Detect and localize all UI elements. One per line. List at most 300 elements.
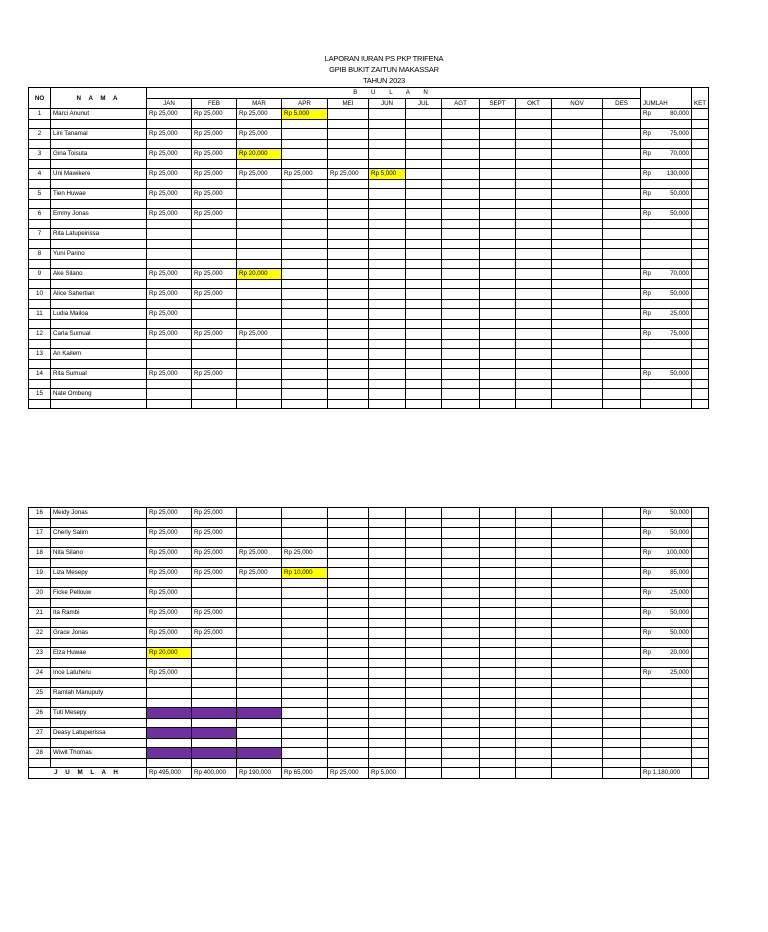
- spacer-cell: [552, 339, 603, 349]
- spacer-row: [29, 399, 709, 409]
- spacer-cell: [282, 678, 328, 688]
- month-payment-cell: [192, 169, 237, 180]
- payment-amount: Rp 25,000: [149, 270, 178, 278]
- spacer-cell: [369, 578, 406, 588]
- spacer-cell: [516, 299, 552, 309]
- spacer-cell: [442, 159, 480, 169]
- spacer-cell: [442, 339, 480, 349]
- month-payment-cell: [369, 668, 406, 679]
- spacer-cell: [147, 658, 192, 668]
- spacer-cell: [480, 119, 516, 129]
- month-payment-cell: [480, 588, 516, 599]
- spacer-cell: [552, 518, 603, 528]
- spacer-cell: [442, 199, 480, 209]
- month-payment-cell: [480, 508, 516, 519]
- month-payment-cell: [237, 528, 282, 539]
- spacer-cell: [516, 119, 552, 129]
- month-payment-cell: [328, 129, 369, 140]
- month-payment-cell: [442, 688, 480, 699]
- spacer-cell: [603, 678, 641, 688]
- spacer-cell: [516, 518, 552, 528]
- spacer-cell: [237, 399, 282, 409]
- month-payment-cell: [552, 548, 603, 559]
- month-payment-cell: [406, 269, 442, 280]
- row-total: [641, 289, 692, 300]
- member-name: Nita Silano: [51, 548, 147, 559]
- month-payment-cell: [237, 548, 282, 559]
- spacer-row: [29, 758, 709, 768]
- ket-cell: [692, 588, 709, 599]
- month-payment-cell: [192, 109, 237, 120]
- month-payment-cell: [328, 608, 369, 619]
- total-amount: 50,000: [670, 210, 689, 218]
- total-amount: 50,000: [670, 370, 689, 378]
- spacer-cell: [237, 219, 282, 229]
- total-amount: 70,000: [670, 150, 689, 158]
- totals-label: J U M L A H: [29, 768, 147, 779]
- month-payment-cell: [328, 249, 369, 260]
- month-payment-cell: [369, 309, 406, 320]
- spacer-cell: [406, 698, 442, 708]
- month-payment-cell: [442, 269, 480, 280]
- month-payment-cell: [147, 189, 192, 200]
- spacer-cell: [480, 359, 516, 369]
- spacer-cell: [692, 399, 709, 409]
- spacer-cell: [406, 239, 442, 249]
- ket-cell: [692, 249, 709, 260]
- month-payment-cell: [237, 169, 282, 180]
- spacer-cell: [147, 179, 192, 189]
- month-payment-cell: [516, 329, 552, 340]
- month-payment-cell: [603, 588, 641, 599]
- spacer-cell: [192, 199, 237, 209]
- ket-cell: [692, 169, 709, 180]
- spacer-cell: [406, 199, 442, 209]
- spacer-cell: [147, 618, 192, 628]
- payment-amount: Rp 25,000: [194, 529, 223, 537]
- row-total: [641, 568, 692, 579]
- spacer-cell: [641, 618, 692, 628]
- spacer-cell: [406, 379, 442, 389]
- spacer-cell: [147, 758, 192, 768]
- spacer-cell: [552, 139, 603, 149]
- spacer-cell: [147, 678, 192, 688]
- member-name: An Kailem: [51, 349, 147, 360]
- spacer-cell: [282, 299, 328, 309]
- payment-amount: Rp 25,000: [194, 130, 223, 138]
- month-payment-cell: [516, 588, 552, 599]
- member-name: Elza Huwae: [51, 648, 147, 659]
- member-name: Tuti Mesepy: [51, 708, 147, 719]
- total-amount: 70,000: [670, 270, 689, 278]
- month-payment-cell: [516, 349, 552, 360]
- spacer-cell: [603, 718, 641, 728]
- spacer-cell: [552, 718, 603, 728]
- spacer-cell: [641, 738, 692, 748]
- table-row: [29, 189, 709, 200]
- month-payment-cell: [147, 748, 192, 759]
- month-payment-cell: [406, 369, 442, 380]
- month-payment-cell: [282, 648, 328, 659]
- table-row: [29, 528, 709, 539]
- spacer-row: [29, 538, 709, 548]
- month-payment-cell: [552, 269, 603, 280]
- month-payment-cell: [282, 349, 328, 360]
- month-payment-cell: [603, 149, 641, 160]
- payment-amount: Rp 25,000: [149, 110, 178, 118]
- row-number: 27: [29, 728, 51, 739]
- spacer-cell: [282, 199, 328, 209]
- month-payment-cell: [147, 708, 192, 719]
- month-payment-cell: [237, 149, 282, 160]
- row-number: 21: [29, 608, 51, 619]
- spacer-cell: [692, 758, 709, 768]
- spacer-cell: [51, 299, 147, 309]
- month-payment-cell: [603, 688, 641, 699]
- ket-cell: [692, 109, 709, 120]
- spacer-cell: [369, 139, 406, 149]
- spacer-cell: [192, 219, 237, 229]
- row-number: 12: [29, 329, 51, 340]
- spacer-row: [29, 598, 709, 608]
- month-payment-cell: [603, 229, 641, 240]
- month-payment-cell: [552, 748, 603, 759]
- spacer-cell: [641, 299, 692, 309]
- payment-amount: Rp 25,000: [149, 210, 178, 218]
- spacer-cell: [369, 658, 406, 668]
- spacer-cell: [51, 718, 147, 728]
- spacer-cell: [641, 159, 692, 169]
- month-payment-cell: [192, 548, 237, 559]
- spacer-cell: [442, 299, 480, 309]
- month-payment-cell: [603, 329, 641, 340]
- ket-cell: [692, 648, 709, 659]
- spacer-cell: [29, 239, 51, 249]
- month-payment-cell: [237, 648, 282, 659]
- header-ket: KET: [692, 98, 709, 109]
- month-payment-cell: [516, 289, 552, 300]
- spacer-cell: [641, 399, 692, 409]
- spacer-cell: [516, 758, 552, 768]
- month-payment-cell: [603, 508, 641, 519]
- table-row: [29, 708, 709, 719]
- month-payment-cell: [406, 748, 442, 759]
- spacer-cell: [237, 598, 282, 608]
- payment-amount: Rp 25,000: [149, 330, 178, 338]
- spacer-cell: [603, 578, 641, 588]
- month-payment-cell: [192, 508, 237, 519]
- spacer-cell: [328, 758, 369, 768]
- month-payment-cell: [328, 389, 369, 400]
- spacer-cell: [692, 518, 709, 528]
- spacer-cell: [192, 359, 237, 369]
- header-month: JUN: [369, 98, 406, 109]
- month-payment-cell: [369, 508, 406, 519]
- spacer-cell: [516, 538, 552, 548]
- month-payment-cell: [282, 688, 328, 699]
- spacer-cell: [406, 758, 442, 768]
- month-payment-cell: [552, 229, 603, 240]
- spacer-cell: [692, 738, 709, 748]
- month-total-cell: Rp 495,000: [147, 768, 192, 779]
- payment-amount: Rp 25,000: [194, 210, 223, 218]
- month-payment-cell: [328, 748, 369, 759]
- payment-amount: Rp 25,000: [194, 629, 223, 637]
- row-total: [641, 229, 692, 240]
- month-payment-cell: [369, 329, 406, 340]
- spacer-cell: [192, 738, 237, 748]
- header-no: NO: [29, 88, 51, 109]
- month-payment-cell: [369, 109, 406, 120]
- payment-amount: Rp 25,000: [194, 290, 223, 298]
- month-payment-cell: [480, 748, 516, 759]
- spacer-cell: [51, 618, 147, 628]
- month-payment-cell: [369, 648, 406, 659]
- month-payment-cell: [237, 129, 282, 140]
- month-payment-cell: [282, 588, 328, 599]
- month-payment-cell: [480, 708, 516, 719]
- spacer-cell: [328, 638, 369, 648]
- payment-amount: Rp 25,000: [194, 569, 223, 577]
- header-month: JUL: [406, 98, 442, 109]
- month-payment-cell: [406, 688, 442, 699]
- row-number: 16: [29, 508, 51, 519]
- month-payment-cell: [516, 668, 552, 679]
- spacer-cell: [516, 738, 552, 748]
- payment-amount: Rp 25,000: [194, 370, 223, 378]
- spacer-cell: [237, 199, 282, 209]
- spacer-cell: [147, 538, 192, 548]
- month-payment-cell: [237, 508, 282, 519]
- month-payment-cell: [328, 708, 369, 719]
- month-payment-cell: [282, 109, 328, 120]
- spacer-cell: [282, 758, 328, 768]
- spacer-cell: [406, 299, 442, 309]
- table-row: [29, 149, 709, 160]
- spacer-cell: [406, 738, 442, 748]
- currency-label: Rp: [643, 529, 651, 537]
- ket-cell: [692, 349, 709, 360]
- row-number: 25: [29, 688, 51, 699]
- spacer-cell: [480, 718, 516, 728]
- spacer-cell: [29, 618, 51, 628]
- spacer-cell: [480, 339, 516, 349]
- spacer-cell: [480, 379, 516, 389]
- table-row: [29, 129, 709, 140]
- month-payment-cell: [406, 608, 442, 619]
- spacer-cell: [237, 179, 282, 189]
- month-payment-cell: [442, 608, 480, 619]
- payment-amount: Rp 25,000: [149, 669, 178, 677]
- spacer-cell: [552, 638, 603, 648]
- month-payment-cell: [406, 349, 442, 360]
- month-payment-cell: [442, 149, 480, 160]
- spacer-cell: [692, 139, 709, 149]
- spacer-cell: [641, 698, 692, 708]
- payment-amount: Rp 25,000: [194, 150, 223, 158]
- member-name: Tien Huwae: [51, 189, 147, 200]
- month-payment-cell: [282, 568, 328, 579]
- spacer-cell: [328, 179, 369, 189]
- spacer-cell: [641, 119, 692, 129]
- table-row: [29, 628, 709, 639]
- month-payment-cell: [406, 708, 442, 719]
- spacer-cell: [282, 598, 328, 608]
- month-payment-cell: [192, 668, 237, 679]
- spacer-cell: [641, 538, 692, 548]
- month-payment-cell: [282, 389, 328, 400]
- spacer-cell: [29, 119, 51, 129]
- month-payment-cell: [552, 688, 603, 699]
- spacer-cell: [29, 518, 51, 528]
- row-total: [641, 528, 692, 539]
- spacer-cell: [237, 359, 282, 369]
- member-name: Ince Latuheru: [51, 668, 147, 679]
- spacer-cell: [282, 139, 328, 149]
- spacer-cell: [147, 558, 192, 568]
- payment-amount: Rp 25,000: [149, 549, 178, 557]
- spacer-cell: [192, 239, 237, 249]
- month-payment-cell: [147, 129, 192, 140]
- spacer-cell: [369, 758, 406, 768]
- payment-amount: Rp 25,000: [149, 509, 178, 517]
- spacer-cell: [192, 279, 237, 289]
- month-payment-cell: [603, 728, 641, 739]
- spacer-cell: [51, 758, 147, 768]
- spacer-cell: [603, 738, 641, 748]
- spacer-cell: [369, 698, 406, 708]
- member-name: Alice Sahertian: [51, 289, 147, 300]
- row-total: [641, 269, 692, 280]
- month-payment-cell: [328, 728, 369, 739]
- month-payment-cell: [480, 149, 516, 160]
- spacer-cell: [147, 379, 192, 389]
- spacer-row: [29, 139, 709, 149]
- month-payment-cell: [552, 189, 603, 200]
- payment-amount: Rp 25,000: [149, 290, 178, 298]
- total-amount: 50,000: [670, 529, 689, 537]
- ket-cell: [692, 568, 709, 579]
- spacer-cell: [552, 738, 603, 748]
- spacer-cell: [29, 319, 51, 329]
- spacer-cell: [328, 618, 369, 628]
- spacer-cell: [480, 618, 516, 628]
- month-payment-cell: [147, 249, 192, 260]
- month-payment-cell: [147, 528, 192, 539]
- spacer-cell: [29, 179, 51, 189]
- month-payment-cell: [282, 229, 328, 240]
- ket-cell: [692, 149, 709, 160]
- spacer-cell: [516, 239, 552, 249]
- month-payment-cell: [480, 548, 516, 559]
- month-payment-cell: [406, 249, 442, 260]
- month-payment-cell: [147, 608, 192, 619]
- month-payment-cell: [603, 548, 641, 559]
- spacer-cell: [192, 518, 237, 528]
- spacer-row: [29, 618, 709, 628]
- currency-label: Rp: [643, 629, 651, 637]
- ket-cell: [692, 628, 709, 639]
- row-total: [641, 349, 692, 360]
- month-payment-cell: [552, 508, 603, 519]
- payment-amount: Rp 25,000: [149, 130, 178, 138]
- spacer-cell: [552, 658, 603, 668]
- spacer-cell: [282, 518, 328, 528]
- header-month: FEB: [192, 98, 237, 109]
- total-amount: 100,000: [666, 549, 689, 557]
- spacer-cell: [406, 119, 442, 129]
- spacer-cell: [641, 219, 692, 229]
- month-payment-cell: [192, 588, 237, 599]
- row-number: 9: [29, 269, 51, 280]
- spacer-cell: [237, 738, 282, 748]
- row-number: 2: [29, 129, 51, 140]
- spacer-cell: [237, 578, 282, 588]
- month-payment-cell: [406, 309, 442, 320]
- payment-amount: Rp 25,000: [239, 549, 268, 557]
- row-total: [641, 668, 692, 679]
- payment-amount: Rp 25,000: [194, 549, 223, 557]
- spacer-cell: [51, 399, 147, 409]
- spacer-cell: [328, 299, 369, 309]
- month-payment-cell: [147, 568, 192, 579]
- row-total: [641, 728, 692, 739]
- ket-cell: [692, 369, 709, 380]
- currency-label: Rp: [643, 509, 651, 517]
- spacer-row: [29, 199, 709, 209]
- spacer-cell: [603, 239, 641, 249]
- spacer-cell: [480, 598, 516, 608]
- spacer-cell: [692, 199, 709, 209]
- member-name: Rita Sumual: [51, 369, 147, 380]
- spacer-cell: [51, 558, 147, 568]
- row-number: 19: [29, 568, 51, 579]
- spacer-cell: [51, 658, 147, 668]
- row-number: 13: [29, 349, 51, 360]
- spacer-cell: [237, 758, 282, 768]
- spacer-row: [29, 379, 709, 389]
- spacer-cell: [369, 339, 406, 349]
- month-payment-cell: [406, 149, 442, 160]
- row-number: 3: [29, 149, 51, 160]
- month-payment-cell: [516, 608, 552, 619]
- month-payment-cell: [480, 608, 516, 619]
- month-payment-cell: [406, 508, 442, 519]
- month-payment-cell: [192, 309, 237, 320]
- spacer-cell: [237, 139, 282, 149]
- spacer-cell: [29, 399, 51, 409]
- month-payment-cell: [192, 389, 237, 400]
- table-row: [29, 608, 709, 619]
- spacer-cell: [552, 598, 603, 608]
- table-row: [29, 568, 709, 579]
- month-payment-cell: [516, 688, 552, 699]
- month-payment-cell: [442, 349, 480, 360]
- spacer-cell: [369, 518, 406, 528]
- spacer-row: [29, 658, 709, 668]
- spacer-cell: [51, 319, 147, 329]
- month-payment-cell: [603, 608, 641, 619]
- spacer-row: [29, 738, 709, 748]
- spacer-cell: [328, 359, 369, 369]
- month-payment-cell: [603, 349, 641, 360]
- spacer-cell: [406, 718, 442, 728]
- row-total: [641, 129, 692, 140]
- month-payment-cell: [480, 129, 516, 140]
- ket-cell: [692, 728, 709, 739]
- spacer-cell: [692, 359, 709, 369]
- spacer-cell: [442, 718, 480, 728]
